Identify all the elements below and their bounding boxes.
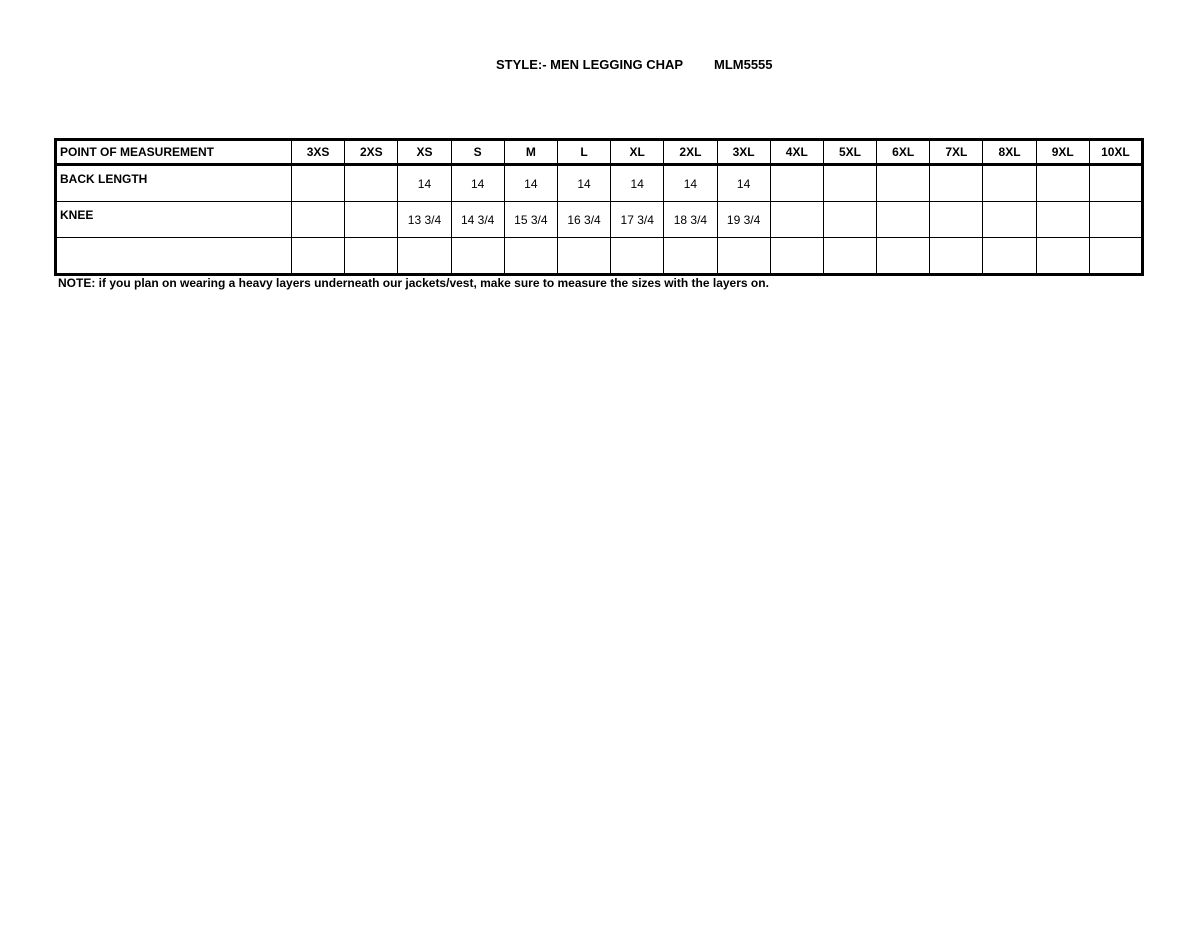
table-cell: [345, 165, 398, 202]
size-header: M: [504, 140, 557, 165]
table-cell: [877, 202, 930, 238]
table-cell: 14: [557, 165, 610, 202]
table-cell: [770, 165, 823, 202]
table-cell: 17 3/4: [611, 202, 664, 238]
table-cell: [345, 202, 398, 238]
table-cell: [823, 165, 876, 202]
table-cell: [877, 165, 930, 202]
table-cell: 13 3/4: [398, 202, 451, 238]
point-of-measurement-header: POINT OF MEASUREMENT: [56, 140, 292, 165]
table-cell: [823, 202, 876, 238]
size-header: S: [451, 140, 504, 165]
table-cell: [770, 202, 823, 238]
table-cell: [1036, 202, 1089, 238]
table-cell: 15 3/4: [504, 202, 557, 238]
table-cell: 14: [504, 165, 557, 202]
size-chart-table: [54, 138, 1144, 276]
table-row: [56, 202, 1143, 238]
table-cell: 14: [717, 165, 770, 202]
table-cell: [1089, 202, 1142, 238]
table-header-row: [56, 140, 1143, 165]
table-cell: [717, 238, 770, 275]
table-cell: [983, 165, 1036, 202]
table-cell: 14: [611, 165, 664, 202]
style-label: STYLE:- MEN LEGGING CHAP: [496, 57, 684, 72]
size-header: XS: [398, 140, 451, 165]
size-header: L: [557, 140, 610, 165]
size-header: 5XL: [823, 140, 876, 165]
size-header: 2XL: [664, 140, 717, 165]
table-cell: [930, 238, 983, 275]
table-cell: [1089, 238, 1142, 275]
row-label: KNEE: [56, 202, 292, 238]
table-cell: 14 3/4: [451, 202, 504, 238]
table-cell: 18 3/4: [664, 202, 717, 238]
table-cell: [557, 238, 610, 275]
table-cell: [823, 238, 876, 275]
table-cell: [504, 238, 557, 275]
size-header: 2XS: [345, 140, 398, 165]
size-header: 3XS: [292, 140, 345, 165]
table-cell: [983, 202, 1036, 238]
table-cell: [770, 238, 823, 275]
table-cell: [451, 238, 504, 275]
table-cell: [292, 202, 345, 238]
table-cell: [345, 238, 398, 275]
table-cell: [1089, 165, 1142, 202]
size-header: 7XL: [930, 140, 983, 165]
table-cell: 14: [664, 165, 717, 202]
table-cell: [611, 238, 664, 275]
table-cell: [930, 202, 983, 238]
table-cell: [292, 165, 345, 202]
size-header: 9XL: [1036, 140, 1089, 165]
table-cell: [1036, 238, 1089, 275]
table-cell: [1036, 165, 1089, 202]
table-cell: 14: [451, 165, 504, 202]
table-cell: [664, 238, 717, 275]
document-title: [0, 57, 1200, 77]
style-code: MLM5555: [714, 57, 773, 72]
table-cell: [292, 238, 345, 275]
row-label: [56, 238, 292, 275]
table-cell: 14: [398, 165, 451, 202]
measurement-note: NOTE: if you plan on wearing a heavy layers underneath our jackets/vest, make sure to measure the sizes with the layers on.: [58, 276, 769, 290]
table-row: [56, 165, 1143, 202]
table-cell: 19 3/4: [717, 202, 770, 238]
size-header: XL: [611, 140, 664, 165]
size-header: 10XL: [1089, 140, 1142, 165]
size-header: 3XL: [717, 140, 770, 165]
table-cell: [930, 165, 983, 202]
table-cell: [398, 238, 451, 275]
table-cell: [877, 238, 930, 275]
size-header: 8XL: [983, 140, 1036, 165]
table-cell: [983, 238, 1036, 275]
table-cell: 16 3/4: [557, 202, 610, 238]
size-header: 4XL: [770, 140, 823, 165]
row-label: BACK LENGTH: [56, 165, 292, 202]
size-header: 6XL: [877, 140, 930, 165]
table-row: [56, 238, 1143, 275]
